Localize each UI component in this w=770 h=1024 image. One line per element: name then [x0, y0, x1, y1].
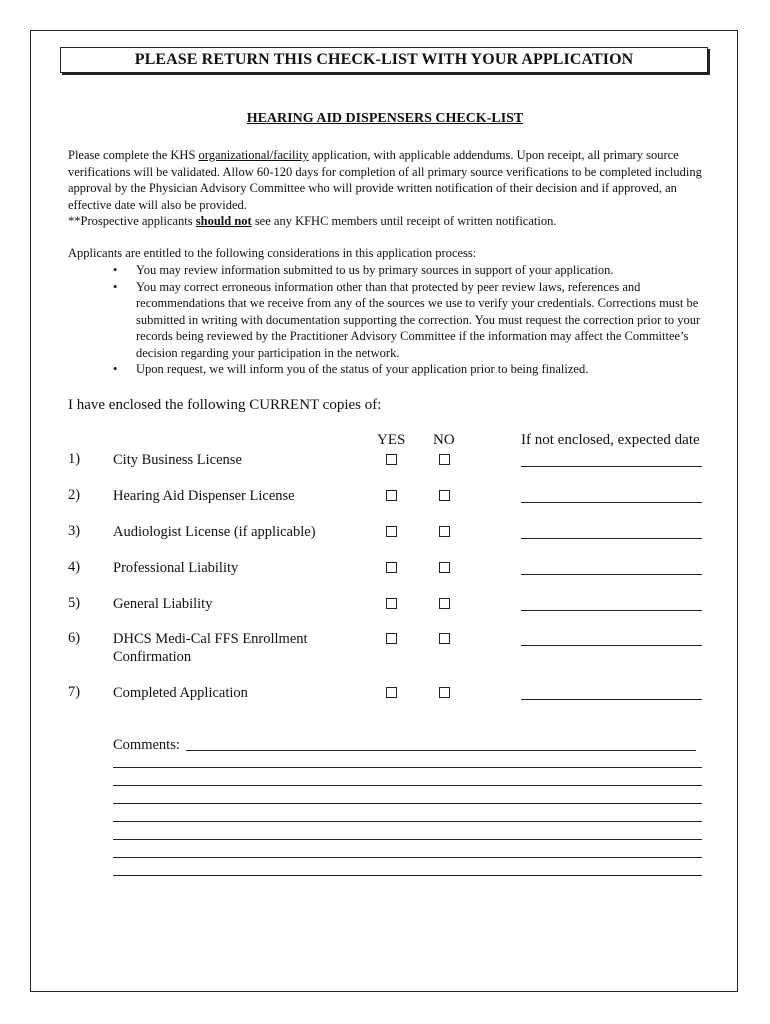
consideration-item: • You may correct erroneous information other than that protected by peer review laws, references and recommendations that we receive from any of the sources we use to verify your credentials. Corrections must be submitted in writing with documentation supporting the correction. You must request the correction prior to your records being reviewed by the Practitioner Advisory Committee if the information may affect the Committee’s decision regarding your participation in the network.	[68, 279, 708, 362]
yes-checkbox[interactable]	[386, 562, 397, 573]
row-number: 1)	[68, 451, 81, 467]
row-number: 2)	[68, 487, 81, 503]
instructions-paragraph	[68, 147, 708, 230]
yes-checkbox[interactable]	[386, 490, 397, 501]
no-checkbox[interactable]	[439, 490, 450, 501]
yes-checkbox[interactable]	[386, 687, 397, 698]
consideration-item: • You may review information submitted to us by primary sources in support of your application.	[68, 262, 708, 279]
row-label: Completed Application	[113, 685, 248, 701]
return-banner: PLEASE RETURN THIS CHECK-LIST WITH YOUR APPLICATION	[60, 47, 708, 73]
prospective-text-a: **Prospective applicants	[68, 214, 196, 228]
row-label: DHCS Medi-Cal FFS Enrollment Confirmation	[113, 631, 308, 665]
expected-date-field[interactable]	[521, 502, 702, 503]
expected-date-field[interactable]	[521, 610, 702, 611]
yes-checkbox[interactable]	[386, 633, 397, 644]
no-checkbox[interactable]	[439, 526, 450, 537]
no-checkbox[interactable]	[439, 454, 450, 465]
date-column-header: If not enclosed, expected date	[521, 432, 700, 448]
row-label: Audiologist License (if applicable)	[113, 524, 316, 540]
no-checkbox[interactable]	[439, 562, 450, 573]
yes-checkbox[interactable]	[386, 598, 397, 609]
considerations-list	[68, 262, 708, 378]
instructions-text-a: Please complete the KHS	[68, 148, 199, 162]
document-title: HEARING AID DISPENSERS CHECK-LIST	[246, 111, 524, 126]
comments-line[interactable]	[113, 785, 702, 786]
expected-date-field[interactable]	[521, 538, 702, 539]
row-label: Professional Liability	[113, 560, 239, 576]
instructions-text-b: application, with applicable addendums. Upon receipt, all primary source verifications will be validated. Allow 60-120 days for completion of all primary source verifications to be completed including approval by the Physician Advisory Committee who will provide written notification of their decision and if approved, an effective date will also be provided.	[68, 148, 702, 212]
row-number: 4)	[68, 559, 81, 575]
row-number: 6)	[68, 630, 81, 646]
row-number: 3)	[68, 523, 81, 539]
enclosed-intro: I have enclosed the following CURRENT copies of:	[68, 397, 382, 413]
considerations-lead: Applicants are entitled to the following considerations in this application process:	[68, 246, 477, 260]
row-number: 7)	[68, 684, 81, 700]
expected-date-field[interactable]	[521, 466, 702, 467]
expected-date-field[interactable]	[521, 645, 702, 646]
yes-column-header: YES	[377, 432, 406, 448]
row-label: General Liability	[113, 596, 213, 612]
no-checkbox[interactable]	[439, 598, 450, 609]
comments-line[interactable]	[113, 839, 702, 840]
comments-line[interactable]	[113, 821, 702, 822]
row-label: City Business License	[113, 452, 242, 468]
yes-checkbox[interactable]	[386, 454, 397, 465]
instructions-underlined: organizational/facility	[198, 148, 309, 162]
row-label: Hearing Aid Dispenser License	[113, 488, 295, 504]
prospective-text-b: see any KFHC members until receipt of written notification.	[251, 214, 557, 228]
no-column-header: NO	[433, 432, 455, 448]
expected-date-field[interactable]	[521, 699, 702, 700]
yes-checkbox[interactable]	[386, 526, 397, 537]
consideration-item: • Upon request, we will inform you of the status of your application prior to being finalized.	[68, 361, 708, 378]
no-checkbox[interactable]	[439, 687, 450, 698]
comments-label: Comments:	[113, 737, 180, 753]
expected-date-field[interactable]	[521, 574, 702, 575]
row-number: 5)	[68, 595, 81, 611]
comments-field[interactable]	[186, 750, 696, 751]
comments-line[interactable]	[113, 875, 702, 876]
should-not-emphasis: should not	[195, 214, 252, 228]
comments-line[interactable]	[113, 803, 702, 804]
no-checkbox[interactable]	[439, 633, 450, 644]
comments-line[interactable]	[113, 857, 702, 858]
comments-line[interactable]	[113, 767, 702, 768]
